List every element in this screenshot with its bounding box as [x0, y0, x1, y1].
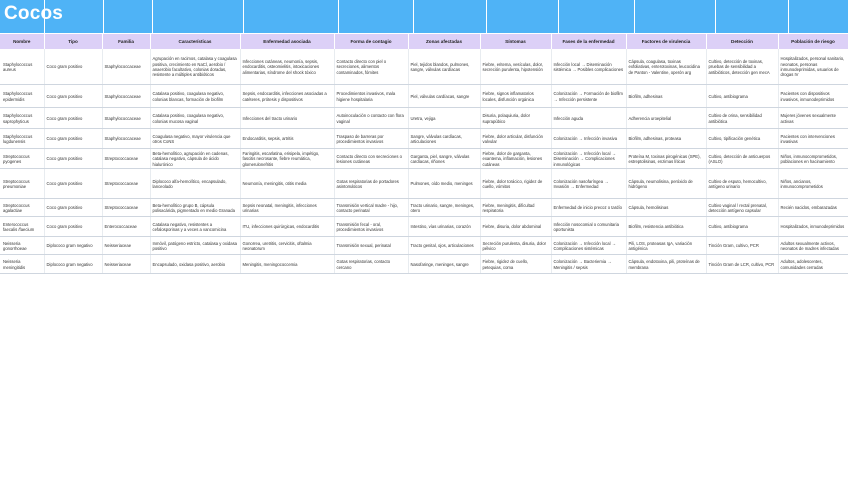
- table-cell[interactable]: Staphylococcus epidermidis: [0, 85, 44, 108]
- table-cell[interactable]: Pacientes con dispositivos invasivos, inmunodeprimidos: [778, 85, 848, 108]
- table-cell[interactable]: Pulmones, oído medio, meninges: [408, 169, 480, 199]
- table-cell[interactable]: Coco gram positivo: [44, 169, 102, 199]
- column-header[interactable]: Familia: [102, 34, 150, 49]
- table-cell[interactable]: Infección aguda: [551, 108, 626, 129]
- table-cell[interactable]: Fiebre, meningitis, dificultad respiratoria: [480, 199, 551, 217]
- table-cell[interactable]: Infección nosocomial o comunitaria oportunista: [551, 217, 626, 237]
- table-cell[interactable]: Cultivo de orina, sensibilidad antibiótica: [706, 108, 778, 129]
- table-cell[interactable]: Cultivo, tipificación genética: [706, 129, 778, 149]
- table-cell[interactable]: Encapsulado, oxidasa positivo, aerobio: [150, 255, 240, 274]
- table-cell[interactable]: Biofilm, adhesinas, proteasa: [626, 129, 706, 149]
- table-cell[interactable]: Staphylococcus aureus: [0, 49, 44, 85]
- table-cell[interactable]: Colonización → Infección local → Complicaciones sistémicas: [551, 237, 626, 255]
- table-cell[interactable]: Disuria, polaquiuria, dolor suprapúbico: [480, 108, 551, 129]
- table-row: [0, 217, 848, 237]
- table-cell[interactable]: Streptococcus pyogenes: [0, 149, 44, 169]
- table-cell[interactable]: Piel, tejidos blandos, pulmones, sangre, válvulas cardíacas: [408, 49, 480, 85]
- table-cell[interactable]: Cápsula, hemolisinas: [626, 199, 706, 217]
- table-cell[interactable]: Niños, ancianos, inmunocomprometidos: [778, 169, 848, 199]
- table-cell[interactable]: Adultos, adolescentes, comunidades cerradas: [778, 255, 848, 274]
- table-cell[interactable]: Cultivo, detección de anticuerpos (ASLO): [706, 149, 778, 169]
- table-cell[interactable]: Diplococo gram negativo: [44, 255, 102, 274]
- table-cell[interactable]: Pacientes con intervenciones invasivas: [778, 129, 848, 149]
- table-cell[interactable]: Piel, válvulas cardíacas, sangre: [408, 85, 480, 108]
- table-cell[interactable]: Proteína M, toxinas pirogénicas (SPE), estreptolisinas, enzimas líticas: [626, 149, 706, 169]
- table-cell[interactable]: Beta-hemolítico, agrupación en cadenas, catalasa negativo, cápsula de ácido hialurónico: [150, 149, 240, 169]
- table-cell[interactable]: Streptococcaceae: [102, 199, 150, 217]
- table-cell[interactable]: Tinción Gram, cultivo, PCR: [706, 237, 778, 255]
- table-row: [0, 85, 848, 108]
- column-header[interactable]: Factores de virulencia: [626, 34, 706, 49]
- table-cell[interactable]: Transmisión sexual, perinatal: [334, 237, 408, 255]
- table-cell[interactable]: Coco gram positivo: [44, 217, 102, 237]
- table-cell[interactable]: Enfermedad de inicio precoz o tardío: [551, 199, 626, 217]
- table-cell[interactable]: Coco gram positivo: [44, 85, 102, 108]
- table-cell[interactable]: Gotas respiratorias, contacto cercano: [334, 255, 408, 274]
- table-cell[interactable]: Transmisión fecal - oral, procedimientos invasivos: [334, 217, 408, 237]
- table-row: [0, 49, 848, 85]
- table-cell[interactable]: Coco gram positivo: [44, 108, 102, 129]
- table-cell[interactable]: Staphylococcaceae: [102, 129, 150, 149]
- table-cell[interactable]: Catalasa positivo, coagulasa negativo, colonias mucosa vaginal: [150, 108, 240, 129]
- table-row: [0, 149, 848, 169]
- table-cell[interactable]: Colonización → Formación de biofilm → Infección persistente: [551, 85, 626, 108]
- table-cell[interactable]: Tinción Gram de LCR, cultivo, PCR: [706, 255, 778, 274]
- table-cell[interactable]: Neisseriaceae: [102, 255, 150, 274]
- title-bar: [0, 0, 848, 33]
- column-header[interactable]: Características: [150, 34, 240, 49]
- table-cell[interactable]: Cápsula, coagulasa, toxinas exfoliativas, enterotoxinas, leucocidina de Panton - Valentine, operón arg: [626, 49, 706, 85]
- column-header[interactable]: Población de riesgo: [778, 34, 848, 49]
- table-cell[interactable]: Staphylococcus lugdunensis: [0, 129, 44, 149]
- table-cell[interactable]: Tracto urinario, sangre, meninges, otero: [408, 199, 480, 217]
- column-header[interactable]: Nombre: [0, 34, 44, 49]
- table-cell[interactable]: Biofilm, adhesinas: [626, 85, 706, 108]
- table-cell[interactable]: Inmóvil, patógeno estricto, catalasa y oxidasa positivo: [150, 237, 240, 255]
- table-cell[interactable]: Diplococo alfa-hemolítico, encapsulado, lanceolado: [150, 169, 240, 199]
- column-header[interactable]: Zonas afectadas: [408, 34, 480, 49]
- table-cell[interactable]: Colonización → Infección invasiva: [551, 129, 626, 149]
- table-cell[interactable]: Neisseria gonorrhoeae: [0, 237, 44, 255]
- table-cell[interactable]: Staphylococcaceae: [102, 108, 150, 129]
- column-header[interactable]: Detección: [706, 34, 778, 49]
- table-cell[interactable]: Cultivo, antibiograma: [706, 217, 778, 237]
- table-cell[interactable]: Traspaso de barreras por procedimientos invasivos: [334, 129, 408, 149]
- column-header[interactable]: Fases de la enfermedad: [551, 34, 626, 49]
- page-title: Cocos: [4, 3, 64, 24]
- table-cell[interactable]: Garganta, piel, sangre, válvulas cardíacas, riñones: [408, 149, 480, 169]
- table-cell[interactable]: Cultivo, antibiograma: [706, 85, 778, 108]
- table-cell[interactable]: Adherencia uroepitelial: [626, 108, 706, 129]
- table-cell[interactable]: Transmisión vertical madre - hijo, contacto perinatal: [334, 199, 408, 217]
- table-cell[interactable]: Staphylococcaceae: [102, 49, 150, 85]
- cocos-table: [0, 34, 848, 274]
- table-cell[interactable]: Enterococcaceae: [102, 217, 150, 237]
- table-cell[interactable]: Biofilm, resistencia antibiótica: [626, 217, 706, 237]
- table-cell[interactable]: Catalasa negativo, resistentes a cefalosporinas y a veces a vancomicina: [150, 217, 240, 237]
- table-cell[interactable]: Colonización → Bacteriemia → Meningitis / sepsis: [551, 255, 626, 274]
- table-cell[interactable]: Cultivo, detección de toxinas, pruebas de sensibilidad a antibióticos, detección gen mecA: [706, 49, 778, 85]
- table-row: [0, 255, 848, 274]
- column-header[interactable]: Enfermedad asociada: [240, 34, 334, 49]
- table-cell[interactable]: Cápsula, endotoxina, pili, proteínas de membrana: [626, 255, 706, 274]
- table-cell[interactable]: Streptococcaceae: [102, 169, 150, 199]
- table-row: [0, 169, 848, 199]
- table-cell[interactable]: Beta-hemolítico grupo B, cápsula polisacárida, pigmentado en medio Granada: [150, 199, 240, 217]
- table-cell[interactable]: Infecciones del tracto urinario: [240, 108, 334, 129]
- table-cell[interactable]: Infecciones cutáneas, neumonía, sepsis, endocarditis, osteomielitis, intoxicaciones alimentarias, síndrome del shock tóxico: [240, 49, 334, 85]
- table-cell[interactable]: Fiebre, disuria, dolor abdominal: [480, 217, 551, 237]
- table-cell[interactable]: Adultos sexualmente activos, neonatos de madres infectadas: [778, 237, 848, 255]
- table-cell[interactable]: Meningitis, meningococcemia: [240, 255, 334, 274]
- table-cell[interactable]: Gonorrea, uretritis, cervicitis, oftalmia neonatorum: [240, 237, 334, 255]
- table-row: [0, 129, 848, 149]
- table-cell[interactable]: Sepsis neonatal, meningitis, infecciones urinarias: [240, 199, 334, 217]
- table-cell[interactable]: Endocarditis, sepsis, artritis: [240, 129, 334, 149]
- table-cell[interactable]: Mujeres jóvenes sexualmente activas: [778, 108, 848, 129]
- table-cell[interactable]: Faringitis, escarlatina, erisipela, impétigo, fascitis necrosante, fiebre reumática, glomerulonefritis: [240, 149, 334, 169]
- table-cell[interactable]: Hospitalizados, personal sanitario, neonatos, personas inmunodeprimidas, usuarios de drogas IV: [778, 49, 848, 85]
- table-cell[interactable]: Streptococcaceae: [102, 149, 150, 169]
- table-cell[interactable]: Cultivo de esputo, hemocultivo, antígeno urinario: [706, 169, 778, 199]
- table-cell[interactable]: Secreción purulenta, disuria, dolor pélvico: [480, 237, 551, 255]
- table-cell[interactable]: Autoinoculación o contacto con flora vaginal: [334, 108, 408, 129]
- table-cell[interactable]: Colonización → Infección local → Diseminación → Complicaciones inmunológicas: [551, 149, 626, 169]
- table-cell[interactable]: Neumonía, meningitis, otitis media: [240, 169, 334, 199]
- table-cell[interactable]: Colonización nasofaríngea → Invasión → Enfermedad: [551, 169, 626, 199]
- table-cell[interactable]: Recién nacidos, embarazadas: [778, 199, 848, 217]
- header-row: [0, 34, 848, 49]
- table-cell[interactable]: Fiebre, rigidez de cuello, petequias, coma: [480, 255, 551, 274]
- table-cell[interactable]: Sepsis, endocarditis, infecciones asociadas a catéteres, prótesis y dispositivos: [240, 85, 334, 108]
- table-cell[interactable]: Coco gram positivo: [44, 199, 102, 217]
- table-cell[interactable]: Staphylococcus saprophyticus: [0, 108, 44, 129]
- table-cell[interactable]: Diplococo gram negativo: [44, 237, 102, 255]
- table-cell[interactable]: Fiebre, signos inflamatorios locales, disfunción orgánica: [480, 85, 551, 108]
- table-cell[interactable]: Staphylococcaceae: [102, 85, 150, 108]
- table-cell[interactable]: Pili, LOS, proteasas IgA, variación antigénica: [626, 237, 706, 255]
- table-cell[interactable]: Fiebre, dolor articular, disfunción valvular: [480, 129, 551, 149]
- table-row: [0, 108, 848, 129]
- table-cell[interactable]: Agrupación en racimos, catalasa y coagulasa positiva, crecimiento en NaCl, aerobio / anaerobio facultativo, colonias doradas, resistente a múltiples antibióticos: [150, 49, 240, 85]
- table-cell[interactable]: Contacto directo con piel o secreciones, alimentos contaminados, fómites: [334, 49, 408, 85]
- table-cell[interactable]: Gotas respiratorias de portadores asintomáticos: [334, 169, 408, 199]
- table-cell[interactable]: Coco gram positivo: [44, 49, 102, 85]
- table-cell[interactable]: Streptococcus agalactiae: [0, 199, 44, 217]
- table-cell[interactable]: Streptococcus pneumoniae: [0, 169, 44, 199]
- table-cell[interactable]: Hospitalizados, inmunodeprimidos: [778, 217, 848, 237]
- table-row: [0, 237, 848, 255]
- table-cell[interactable]: Fiebre, eritema, vesículas, dolor, secreción purulenta, hipotensión: [480, 49, 551, 85]
- table-cell[interactable]: Catalasa positivo, coagulasa negativo, colonias blancas, formación de biofilm: [150, 85, 240, 108]
- table-cell[interactable]: Intestino, vías urinarias, corazón: [408, 217, 480, 237]
- table-cell[interactable]: ITU, infecciones quirúrgicas, endocarditis: [240, 217, 334, 237]
- table-cell[interactable]: Fiebre, dolor de garganta, exantema, inflamación, lesiones cutáneas: [480, 149, 551, 169]
- table-cell[interactable]: Tracto genital, ojos, articulaciones: [408, 237, 480, 255]
- table-cell[interactable]: Uretra, vejiga: [408, 108, 480, 129]
- table-cell[interactable]: Nasofaringe, meninges, sangre: [408, 255, 480, 274]
- column-header[interactable]: Forma de contagio: [334, 34, 408, 49]
- table-cell[interactable]: Fiebre, dolor torácico, rigidez de cuello, vómitos: [480, 169, 551, 199]
- table-cell[interactable]: Cápsula, neumolisina, peróxido de hidrógeno: [626, 169, 706, 199]
- table-row: [0, 199, 848, 217]
- table-cell[interactable]: Enterococcus faecalis /faecium: [0, 217, 44, 237]
- table-cell[interactable]: Neisseriaceae: [102, 237, 150, 255]
- table-cell[interactable]: Coco gram positivo: [44, 129, 102, 149]
- column-header[interactable]: Tipo: [44, 34, 102, 49]
- column-header[interactable]: Síntomas: [480, 34, 551, 49]
- table-cell[interactable]: Contacto directo con secreciones o lesiones cutáneas: [334, 149, 408, 169]
- table-cell[interactable]: Sangre, válvulas cardíacas, articulaciones: [408, 129, 480, 149]
- table-cell[interactable]: Neisseria meningitidis: [0, 255, 44, 274]
- table-cell[interactable]: Coco gram positivo: [44, 149, 102, 169]
- table-cell[interactable]: Cultivo vaginal / rectal prenatal, detección antígeno capsular: [706, 199, 778, 217]
- table-cell[interactable]: Procedimientos invasivos, mala higiene hospitalaria: [334, 85, 408, 108]
- table-cell[interactable]: Coagulasa negativo, mayor virulencia que otros CoNS: [150, 129, 240, 149]
- table-cell[interactable]: Infección local → Diseminación sistémica → Posibles complicaciones: [551, 49, 626, 85]
- table-cell[interactable]: Niños, inmunocomprometidos, poblaciones en hacinamiento: [778, 149, 848, 169]
